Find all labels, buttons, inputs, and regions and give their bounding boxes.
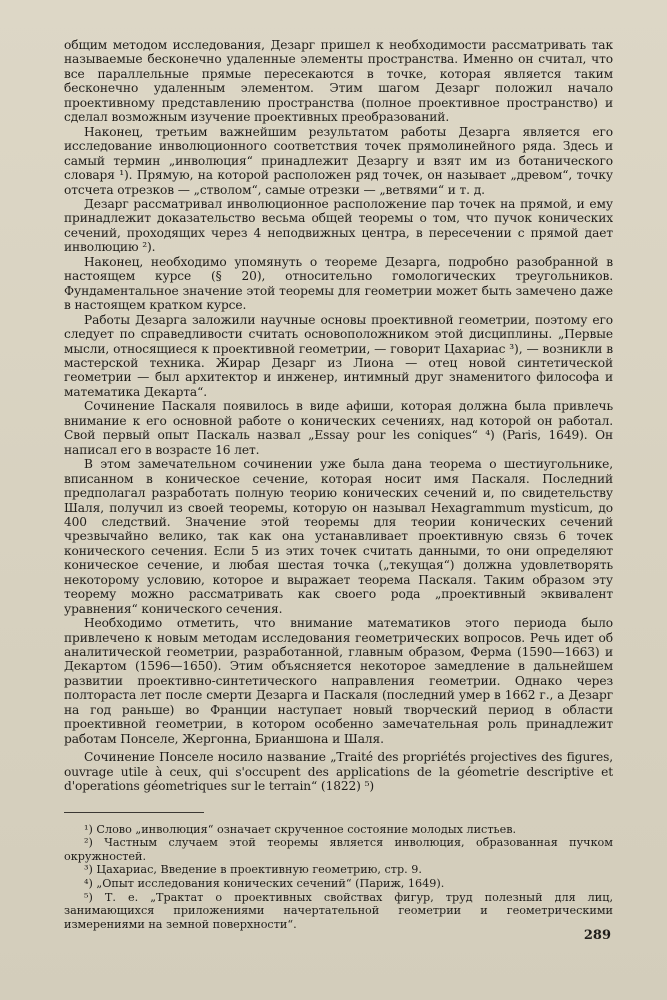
paragraph: В этом замечательном сочинении уже была дана теорема о шестиугольнике, вписанном в коническое сечение, которая носит имя Паскаля. Последний предполагал разработать полную теорию конических сечений и, по свидетельству Шаля, получил из своей теоремы, которую он называл Hexagrammum mysticum, до 400 следствий. Значение этой теоремы для теории конических сечений чрезвычайно велико, так как она устанавливает проективную связь 6 точек конического сечения. Если 5 из этих точек считать данными, то они определяют коническое сечение, и любая шестая точка („текущая“) должна удовлетворять некоторому условию, которое и выражает теорема Паскаля. Таким образом эту теорему можно рассматривать как своего рода „проективный эквивалент уравнения“ конического сечения. [64,457,613,616]
footnote: ⁵) Т. е. „Трактат о проективных свойствах фигур, труд полезный для лиц, занимающихся приложениями начертательной геометрии и геометрическими измерениями на земной поверхности“. [64,890,613,931]
paragraph: Сочинение Понселе носило название „Traité des propriétés projectives des figures, ouvrage utile à ceux, qui s'occupent des applications de la géometrie descriptive et d'operations géometriques sur le terrain“ (1822) ⁵) [64,750,613,794]
footnote: ¹) Слово „инволюция“ означает скрученное состояние молодых листьев. [84,822,517,836]
footnote-divider [64,812,204,813]
paragraph: Сочинение Паскаля появилось в виде афиши, которая должна была привлечь внимание к его основной работе о конических сечениях, над которой он работал. Свой первый опыт Паскаль назвал „Essay pour les coniques“ ⁴) (Paris, 1649). Он написал его в возрасте 16 лет. [64,399,613,457]
page-number: 289 [583,928,611,943]
footnote: ³) Цахариас, Введение в проективную геометрию, стр. 9. [84,863,422,877]
paragraph: общим методом исследования, Дезарг пришел к необходимости рассматривать так называемые бесконечно удаленные элементы пространства. Именно он считал, что все параллельные прямые пересекаются в точке, которая является таким бесконечно удаленным элементом. Этим шагом Дезарг положил начало проективному представлению пространства (полное проективное пространство) и сделал возможным изучение проективных преобразований. [64,38,613,125]
paragraph: Наконец, необходимо упомянуть о теореме Дезарга, подробно разобранной в настоящем курсе (§ 20), относительно гомологических треугольников. Фундаментальное значение этой теоремы для геометрии может быть замечено даже в настоящем кратком курсе. [64,254,613,313]
paragraph: Работы Дезарга заложили научные основы проективной геометрии, поэтому его следует по справедливости считать основоположником этой дисциплины. „Первые мысли, относящиеся к проективной геометрии, — говорит Цахариас ³), — возникли в мастерской техника. Жирар Дезарг из Лиона — отец новой синтетической геометрии — был архитектор и инженер, интимный друг знаменитого философа и математика Декарта“. [64,312,613,399]
main-text [64,38,613,794]
paragraph: Дезарг рассматривал инволюционное расположение пар точек на прямой, и ему принадлежит доказательство весьма общей теоремы о том, что пучок конических сечений, проходящих через 4 неподвижных центра, в пересечении с прямой дает инволюцию ²). [64,196,613,255]
paragraph: Необходимо отметить, что внимание математиков этого периода было привлечено к новым методам исследования геометрических вопросов. Речь идет об аналитической геометрии, разработанной, главным образом, Ферма (1590—1663) и Декартом (1596—1650). Этим объясняется некоторое замедление в дальнейшем развитии проективно-синтетического направления геометрии. Однако через полтораста лет после смерти Дезарга и Паскаля (последний умер в 1662 г., а Дезарг на год раньше) во Франции наступает новый творческий период в области проективной геометрии, в котором особенно замечательная роль принадлежит работам Понселе, Жергонна, Брианшона и Шаля. [64,616,613,746]
footnote: ²) Частным случаем этой теоремы является инволюция, образованная пучком окружностей. [64,836,613,863]
footnote: ⁴) „Опыт исследования конических сечений“ (Париж, 1649). [84,876,445,890]
paragraph: Наконец, третьим важнейшим результатом работы Дезарга является его исследование инволюционного соответствия точек прямолинейного ряда. Здесь и самый термин „инволюция“ принадлежит Дезаргу и взят им из ботанического словаря ¹). Прямую, на которой расположен ряд точек, он называет „древом“, точку отсчета отрезков — „стволом“, самые отрезки — „ветвями“ и т. д. [64,124,613,197]
footnotes [64,823,613,932]
